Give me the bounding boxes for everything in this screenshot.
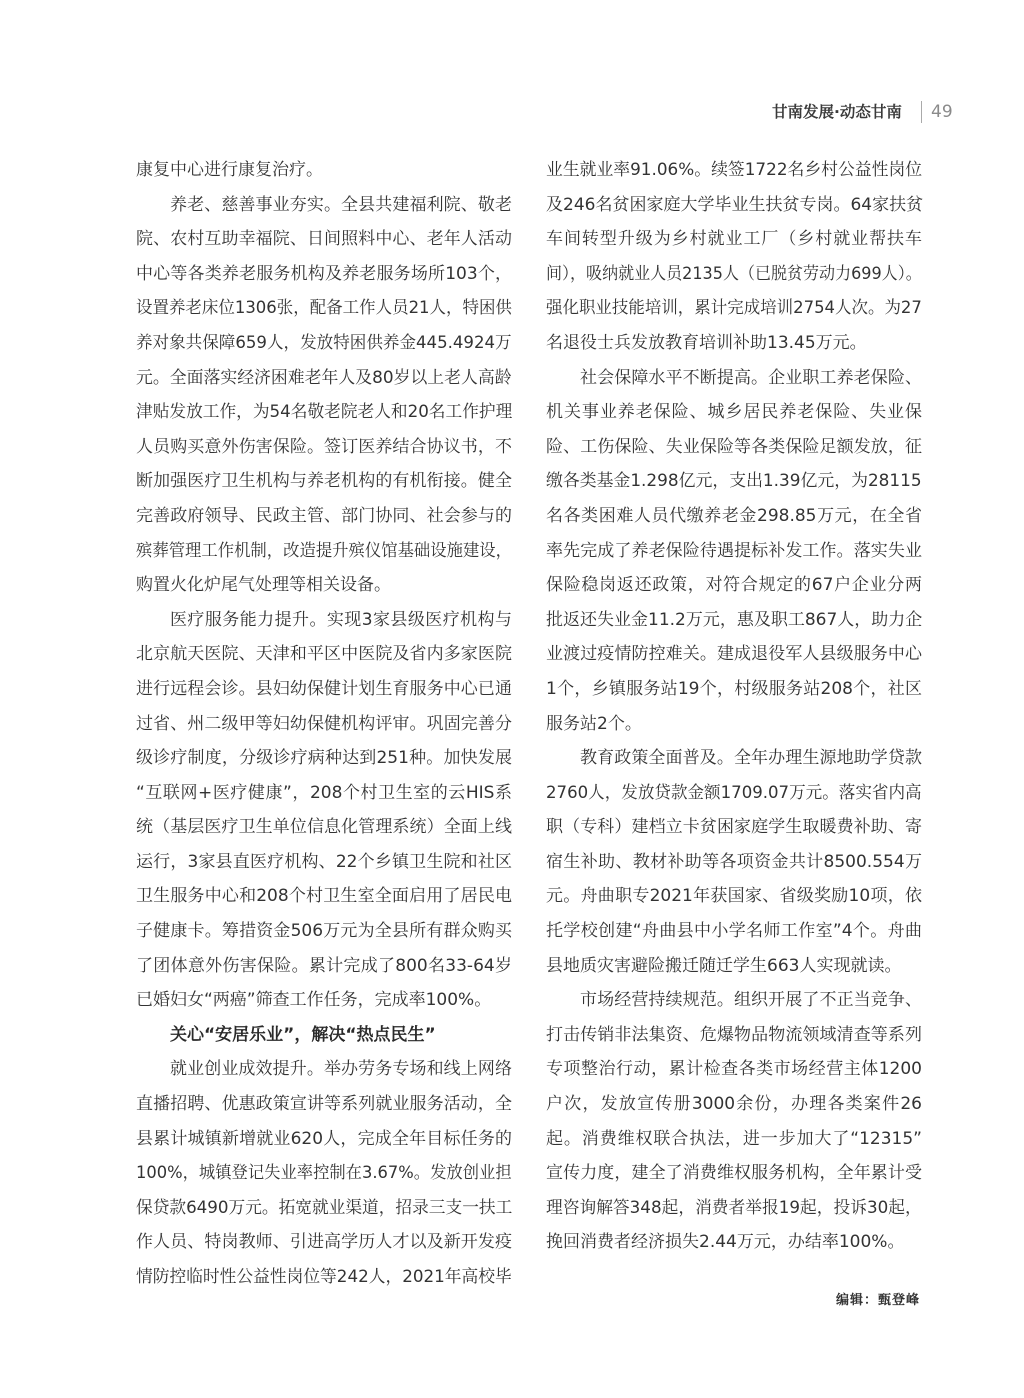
text-line: 统（基层医疗卫生单位信息化管理系统）全面上线 bbox=[136, 817, 512, 838]
editor-credit: 编辑：甄登峰 bbox=[835, 1293, 920, 1308]
text-line: 直播招聘、优惠政策宣讲等系列就业服务活动，全 bbox=[136, 1094, 512, 1115]
text-line: 殡葬管理工作机制，改造提升殡仪馆基础设施建设， bbox=[136, 540, 512, 561]
paragraph bbox=[546, 361, 922, 742]
text-line: 市场经营持续规范。组织开展了不正当竞争、 bbox=[580, 990, 922, 1011]
text-line: 专项整治行动，累计检查各类市场经营主体1200 bbox=[546, 1059, 922, 1080]
text-line: 县累计城镇新增就业620人，完成全年目标任务的 bbox=[136, 1128, 512, 1149]
left-column bbox=[136, 153, 512, 1295]
running-header-section: 甘南发展·动态甘南 bbox=[772, 103, 902, 121]
text-line: 子健康卡。筹措资金506万元为全县所有群众购买 bbox=[136, 921, 512, 942]
text-line: 保险稳岗返还政策，对符合规定的67户企业分两 bbox=[546, 575, 922, 596]
text-line: 购置火化炉尾气处理等相关设备。 bbox=[136, 575, 391, 596]
text-line: 过省、州二级甲等妇幼保健机构评审。巩固完善分 bbox=[136, 713, 512, 734]
text-line: 人员购买意外伤害保险。签订医养结合协议书，不 bbox=[136, 436, 512, 457]
text-line: 北京航天医院、天津和平区中医院及省内多家医院 bbox=[136, 644, 512, 665]
text-line: 就业创业成效提升。举办劳务专场和线上网络 bbox=[170, 1059, 512, 1080]
right-column bbox=[546, 153, 922, 1260]
text-line: 进行远程会诊。县妇幼保健计划生育服务中心已通 bbox=[136, 678, 512, 699]
text-line: 养对象共保障659人，发放特困供养金445.4924万 bbox=[136, 332, 512, 353]
text-line: 1个，乡镇服务站19个，村级服务站208个，社区 bbox=[546, 678, 922, 699]
text-line: 率先完成了养老保险待遇提标补发工作。落实失业 bbox=[546, 540, 922, 561]
text-line: 及246名贫困家庭大学毕业生扶贫专岗。64家扶贫 bbox=[546, 194, 924, 215]
text-line: 运行，3家县直医疗机构、22个乡镇卫生院和社区 bbox=[136, 851, 512, 872]
text-line: 了团体意外伤害保险。累计完成了800名33-64岁 bbox=[136, 955, 512, 976]
text-line: 缴各类基金1.298亿元，支出1.39亿元，为28115 bbox=[546, 471, 922, 492]
text-line: 车间转型升级为乡村就业工厂（乡村就业帮扶车 bbox=[546, 229, 922, 250]
text-line: 职（专科）建档立卡贫困家庭学生取暖费补助、寄 bbox=[546, 817, 922, 838]
text-line: 2760人，发放贷款金额1709.07万元。落实省内高 bbox=[546, 782, 922, 803]
text-line: 作人员、特岗教师、引进高学历人才以及新开发疫 bbox=[136, 1232, 512, 1253]
text-line: 设置养老床位1306张，配备工作人员21人，特困供 bbox=[136, 298, 512, 319]
text-line: 间），吸纳就业人员2135人（已脱贫劳动力699人）。 bbox=[546, 263, 922, 284]
text-line: 挽回消费者经济损失2.44万元，办结率100%。 bbox=[546, 1232, 905, 1253]
text-line: 名各类困难人员代缴养老金298.85万元，在全省 bbox=[546, 505, 922, 526]
text-line: 托学校创建“舟曲县中小学名师工作室”4个。舟曲 bbox=[546, 921, 922, 942]
text-line: 100%，城镇登记失业率控制在3.67%。发放创业担 bbox=[136, 1163, 512, 1184]
section-heading bbox=[136, 1018, 512, 1053]
text-line: 县地质灾害避险搬迁随迁学生663人实现就读。 bbox=[546, 955, 902, 976]
text-line: 康复中心进行康复治疗。 bbox=[136, 160, 323, 180]
text-line: 中心等各类养老服务机构及养老服务场所103个， bbox=[136, 263, 512, 284]
text-line: 名退役士兵发放教育培训补助13.45万元。 bbox=[546, 332, 867, 353]
text-line: 养老、慈善事业夯实。全县共建福利院、敬老 bbox=[170, 194, 512, 215]
text-line: 险、工伤保险、失业保险等各类保险足额发放，征 bbox=[546, 436, 922, 457]
text-line: 元。舟曲职专2021年获国家、省级奖励10项，依 bbox=[546, 886, 922, 907]
paragraph bbox=[136, 153, 512, 188]
text-line: 医疗服务能力提升。实现3家县级医疗机构与 bbox=[170, 609, 512, 630]
text-line: 级诊疗制度，分级诊疗病种达到251种。加快发展 bbox=[136, 748, 512, 769]
text-line: 业渡过疫情防控难关。建成退役军人县级服务中心 bbox=[546, 644, 922, 665]
text-line: 教育政策全面普及。全年办理生源地助学贷款 bbox=[580, 748, 922, 769]
text-line: 断加强医疗卫生机构与养老机构的有机衔接。健全 bbox=[136, 471, 512, 492]
page-number: 49 bbox=[931, 102, 953, 122]
text-line: 情防控临时性公益性岗位等242人，2021年高校毕 bbox=[136, 1267, 512, 1287]
text-line: 起。消费维权联合执法，进一步加大了“12315” bbox=[546, 1128, 922, 1149]
text-line: 理咨询解答348起，消费者举报19起，投诉30起， bbox=[546, 1197, 922, 1218]
paragraph bbox=[136, 1052, 512, 1294]
text-line: 完善政府领导、民政主管、部门协同、社会参与的 bbox=[136, 505, 512, 526]
text-line: 社会保障水平不断提高。企业职工养老保险、 bbox=[580, 367, 922, 388]
text-line: 批返还失业金11.2万元，惠及职工867人，助力企 bbox=[546, 609, 923, 630]
paragraph bbox=[546, 741, 922, 983]
paragraph bbox=[136, 603, 512, 1018]
text-line: 关心“安居乐业”，解决“热点民生” bbox=[170, 1024, 436, 1045]
text-line: 服务站2个。 bbox=[546, 713, 642, 734]
text-line: 户次，发放宣传册3000余份，办理各类案件26 bbox=[546, 1094, 922, 1115]
text-line: 机关事业养老保险、城乡居民养老保险、失业保 bbox=[546, 402, 922, 423]
text-line: 强化职业技能培训，累计完成培训2754人次。为27 bbox=[546, 298, 922, 319]
text-line: 保贷款6490万元。拓宽就业渠道，招录三支一扶工 bbox=[136, 1197, 513, 1218]
paragraph bbox=[546, 983, 922, 1260]
text-line: 打击传销非法集资、危爆物品物流领域清查等系列 bbox=[546, 1024, 922, 1045]
text-line: 宣传力度，建全了消费维权服务机构，全年累计受 bbox=[546, 1163, 922, 1184]
text-line: 业生就业率91.06%。续签1722名乡村公益性岗位 bbox=[546, 160, 923, 180]
paragraph bbox=[136, 188, 512, 603]
text-line: 宿生补助、教材补助等各项资金共计8500.554万 bbox=[546, 851, 922, 872]
text-line: 元。全面落实经济困难老年人及80岁以上老人高龄 bbox=[136, 367, 512, 388]
text-line: 津贴发放工作，为54名敬老院老人和20名工作护理 bbox=[136, 402, 513, 423]
header-divider bbox=[921, 101, 922, 123]
text-line: “互联网+医疗健康”，208个村卫生室的云HIS系 bbox=[136, 782, 512, 803]
paragraph bbox=[546, 153, 922, 361]
text-line: 卫生服务中心和208个村卫生室全面启用了居民电 bbox=[136, 886, 512, 907]
text-line: 院、农村互助幸福院、日间照料中心、老年人活动 bbox=[136, 229, 512, 250]
text-line: 已婚妇女“两癌”筛查工作任务，完成率100%。 bbox=[136, 990, 492, 1011]
